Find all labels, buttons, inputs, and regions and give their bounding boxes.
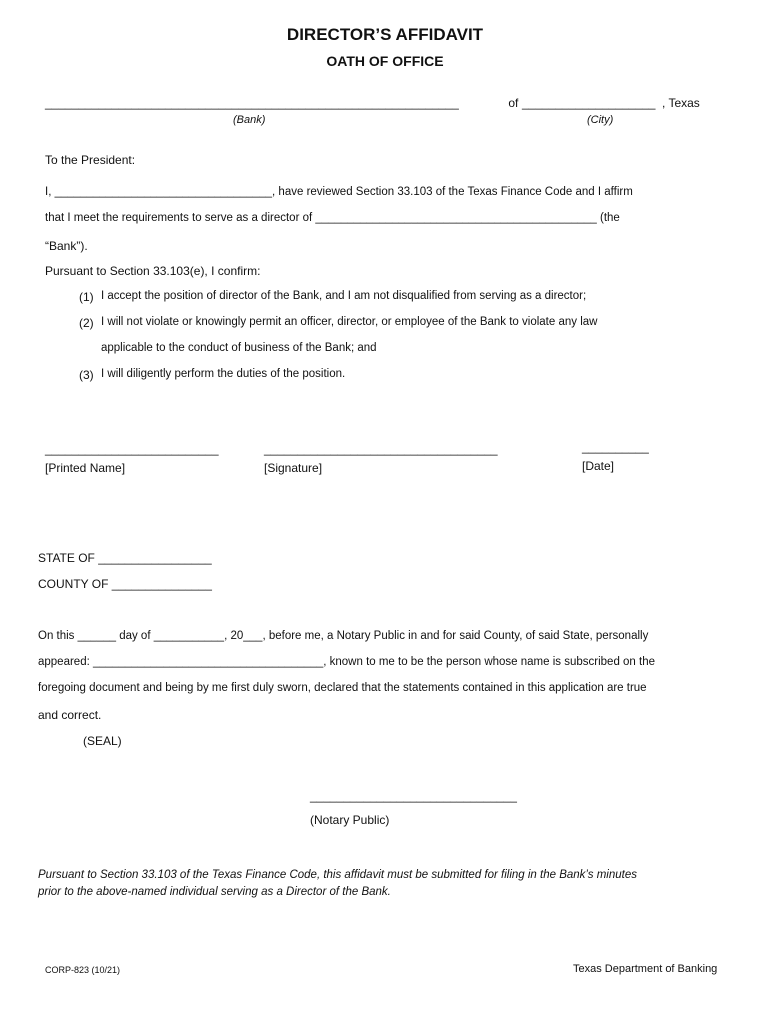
form-code: CORP-823 (10/21) bbox=[45, 965, 121, 975]
seal-label: (SEAL) bbox=[83, 734, 122, 748]
footnote-line-1: Pursuant to Section 33.103 of the Texas Finance Code, this affidavit must be submitted for filing in the Bank’s minutes bbox=[38, 869, 637, 881]
texas-label: , Texas bbox=[662, 96, 700, 110]
pursuant-line: Pursuant to Section 33.103(e), I confirm: bbox=[45, 264, 261, 278]
bank-caption: (Bank) bbox=[233, 114, 266, 126]
document-title: DIRECTOR’S AFFIDAVIT bbox=[286, 25, 484, 44]
item-1-text: I accept the position of director of the Bank, and I am not disqualified from serving as a director; bbox=[101, 290, 587, 302]
signature-label: [Signature] bbox=[264, 461, 323, 475]
date-line[interactable]: __________ bbox=[582, 440, 649, 454]
affirm-line-3: “Bank”). bbox=[45, 239, 88, 253]
printed-name-line[interactable]: __________________________ bbox=[45, 442, 219, 456]
agency-name: Texas Department of Banking bbox=[573, 963, 718, 975]
city-caption: (City) bbox=[587, 114, 614, 126]
footnote-line-2: prior to the above-named individual serving as a Director of the Bank. bbox=[38, 886, 391, 898]
notary-public-label: (Notary Public) bbox=[310, 813, 390, 827]
notary-line-4: and correct. bbox=[38, 708, 102, 722]
affirm-line-1: I, __________________________________, have reviewed Section 33.103 of the Texas Finance Code and I affirm bbox=[45, 186, 633, 198]
city-blank[interactable]: ____________________ bbox=[522, 96, 656, 110]
bank-blank[interactable]: ______________________________________________________________ bbox=[45, 96, 459, 110]
notary-line-2: appeared: ____________________________________, known to me to be the person whose name is subscribed on the bbox=[38, 656, 656, 668]
notary-signature-line[interactable]: _______________________________ bbox=[310, 789, 517, 803]
affirm-line-2: that I meet the requirements to serve as a director of ____________________________________________ (the bbox=[45, 212, 620, 224]
salutation: To the President: bbox=[45, 153, 136, 167]
notary-line-1: On this ______ day of ___________, 20___, before me, a Notary Public in and for said County, of said State, personally bbox=[38, 630, 649, 642]
item-1-number: (1) bbox=[79, 290, 94, 304]
item-2-continuation: applicable to the conduct of business of the Bank; and bbox=[101, 342, 377, 354]
of-label: of bbox=[505, 96, 519, 110]
signature-line[interactable]: ___________________________________ bbox=[264, 442, 498, 456]
notary-line-3: foregoing document and being by me first duly sworn, declared that the statements contained in this application are true bbox=[38, 682, 647, 694]
item-3-number: (3) bbox=[79, 368, 94, 382]
county-of-line[interactable]: COUNTY OF _______________ bbox=[38, 577, 212, 591]
item-2-number: (2) bbox=[79, 316, 94, 330]
document-subtitle: OATH OF OFFICE bbox=[326, 53, 444, 69]
date-label: [Date] bbox=[582, 459, 615, 473]
item-3-text: I will diligently perform the duties of the position. bbox=[101, 368, 346, 380]
item-2-text: I will not violate or knowingly permit an officer, director, or employee of the Bank to violate any law bbox=[101, 316, 598, 328]
state-of-line[interactable]: STATE OF _________________ bbox=[38, 551, 212, 565]
printed-name-label: [Printed Name] bbox=[45, 461, 126, 475]
